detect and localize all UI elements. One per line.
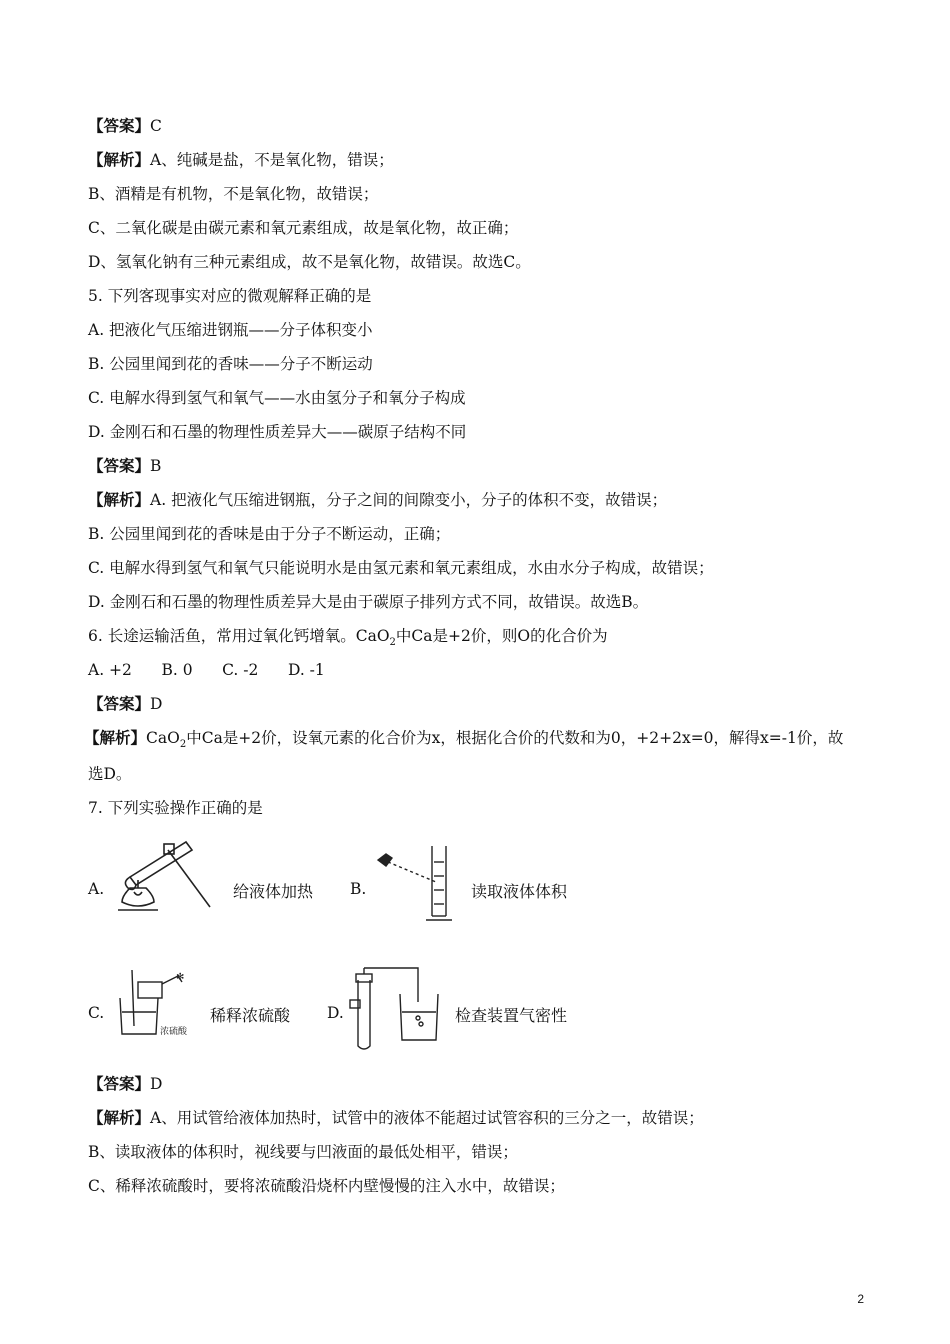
answer-value: C <box>150 117 162 135</box>
analysis-tag: 【解析】 <box>88 1108 151 1127</box>
diluting-acid-figure <box>112 968 202 1042</box>
svg-text:✻: ✻ <box>176 972 185 983</box>
q7-answer <box>88 1073 162 1095</box>
reading-volume-figure <box>370 842 470 922</box>
q6-stem <box>88 625 608 654</box>
stem-text: 6. 长途运输活鱼，常用过氧化钙增氧。CaO <box>88 627 390 645</box>
q5-option: D. 金刚石和石墨的物理性质差异大——碳原子结构不同 <box>88 423 467 441</box>
q5-option: C. 电解水得到氢气和氧气——水由氢分子和氧分子构成 <box>88 389 466 407</box>
analysis-tag: 【解析】 <box>88 150 151 169</box>
beaker-label: 浓硫酸 <box>160 1027 188 1037</box>
figure-a-caption: 给液体加热 <box>233 882 314 901</box>
q5-analysis-line: B. 公园里闻到花的香味是由于分子不断运动，正确； <box>88 525 451 543</box>
subscript: 2 <box>179 739 187 751</box>
page-number: 2 <box>857 1292 864 1306</box>
q4-answer <box>88 115 162 137</box>
q5-analysis-line <box>88 489 667 511</box>
figure-d-label: D. <box>327 1004 344 1022</box>
figure-c-caption: 稀释浓硫酸 <box>210 1006 291 1025</box>
subscript: 2 <box>389 637 396 649</box>
analysis-text: A、纯碱是盐，不是氧化物，错误； <box>150 151 394 169</box>
heating-liquid-figure <box>108 832 218 912</box>
answer-tag: 【答案】 <box>88 1074 151 1093</box>
figure-a-label: A. <box>88 880 105 898</box>
q4-analysis-line: C、二氧化碳是由碳元素和氧元素组成，故是氧化物，故正确； <box>88 219 519 237</box>
q6-answer <box>88 693 162 715</box>
analysis-text: A、用试管给液体加热时，试管中的液体不能超过试管容积的三分之一，故错误； <box>150 1109 704 1127</box>
airtightness-figure <box>344 966 444 1056</box>
stem-text: 中Ca是+2价，则O的化合价为 <box>395 627 608 645</box>
figure-b-label: B. <box>350 880 367 898</box>
q7-analysis-line <box>88 1107 704 1129</box>
answer-tag: 【答案】 <box>88 116 151 135</box>
q4-analysis-line <box>88 149 394 171</box>
analysis-tag: 【解析】 <box>84 728 147 747</box>
analysis-tag: 【解析】 <box>88 490 151 509</box>
q4-analysis-line: B、酒精是有机物，不是氧化物，故错误； <box>88 185 379 203</box>
figure-b-caption: 读取液体体积 <box>471 882 568 901</box>
analysis-text: A. 把液化气压缩进钢瓶，分子之间的间隙变小，分子的体积不变，故错误； <box>150 491 668 509</box>
q5-analysis-line: C. 电解水得到氢气和氧气只能说明水是由氢元素和氧元素组成，水由水分子构成，故错误； <box>88 559 714 577</box>
q5-option: B. 公园里闻到花的香味——分子不断运动 <box>88 355 373 373</box>
q4-analysis-line: D、氢氧化钠有三种元素组成，故不是氧化物，故错误。故选C。 <box>88 253 531 271</box>
answer-value: D <box>150 1075 163 1093</box>
answer-value: D <box>150 695 163 713</box>
analysis-text: 中Ca是+2价，设氧元素的化合价为x，根据化合价的代数和为0，+2+2x=0，解得x=-1价，故 <box>186 729 844 747</box>
answer-value: B <box>150 457 162 475</box>
q6-analysis-line: 选D。 <box>88 765 132 783</box>
q7-analysis-line: B、读取液体的体积时，视线要与凹液面的最低处相平，错误； <box>88 1143 518 1161</box>
q5-stem: 5. 下列客现事实对应的微观解释正确的是 <box>88 287 372 305</box>
answer-tag: 【答案】 <box>88 694 151 713</box>
analysis-text: CaO <box>146 729 180 747</box>
figure-d-caption: 检查装置气密性 <box>455 1006 568 1025</box>
q7-analysis-line: C、稀释浓硫酸时，要将浓硫酸沿烧杯内壁慢慢的注入水中，故错误； <box>88 1177 565 1195</box>
figure-c-label: C. <box>88 1004 105 1022</box>
q5-answer <box>88 455 161 477</box>
q6-analysis-line <box>84 727 843 756</box>
q7-stem: 7. 下列实验操作正确的是 <box>88 799 263 817</box>
answer-tag: 【答案】 <box>88 456 151 475</box>
q6-options: A. +2 B. 0 C. -2 D. -1 <box>88 661 325 679</box>
q5-analysis-line: D. 金刚石和石墨的物理性质差异大是由于碳原子排列方式不同，故错误。故选B。 <box>88 593 649 611</box>
q5-option: A. 把液化气压缩进钢瓶——分子体积变小 <box>88 321 373 339</box>
